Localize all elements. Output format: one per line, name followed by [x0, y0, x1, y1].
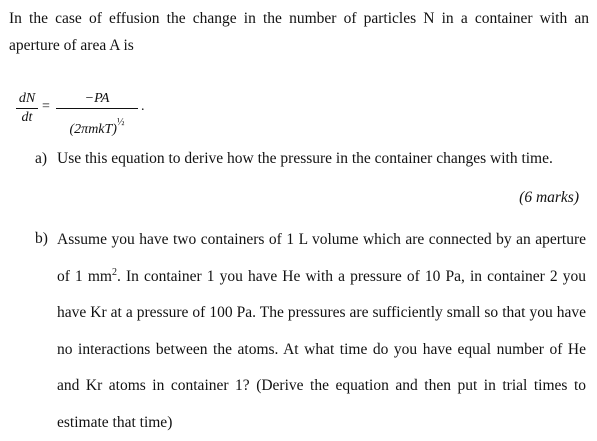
rhs-denominator-base: (2πmkT): [69, 122, 117, 137]
effusion-equation: [12, 86, 172, 146]
question-b-text: [57, 222, 586, 441]
intro-line-1: In the case of effusion the change in the number of particles N in a container with an: [9, 10, 589, 27]
question-b-label: b): [35, 230, 48, 247]
equals-sign: =: [42, 99, 50, 114]
question-b-text-part2: . In container 1 you have He with a pressure of 10 Pa, in container 2 you have Kr at a pressure of 100 Pa. The pressures are sufficiently small so that you have no interactions between the atoms. At what time do you have equal number of He and Kr atoms in container 1? (Derive the equation and then put in trial times to estimate that time): [57, 267, 586, 431]
rhs-fraction: [56, 90, 138, 141]
rhs-denominator: [56, 109, 138, 141]
question-a-marks: (6 marks): [519, 189, 579, 206]
rhs-exponent: ½: [116, 117, 125, 128]
question-a-label: a): [35, 150, 48, 167]
intro-paragraph: [9, 5, 589, 59]
intro-line-2: aperture of area A is: [9, 37, 134, 54]
equation-terminator: .: [141, 99, 145, 114]
rhs-numerator: −PA: [56, 90, 138, 109]
lhs-fraction: [16, 90, 38, 127]
question-b-superscript: 2: [111, 266, 117, 278]
question-b-text-part1: Assume you have two containers of 1 L volume which are connected by an aperture of 1 mm: [57, 231, 586, 285]
lhs-denominator: dt: [21, 110, 33, 125]
question-a-text: Use this equation to derive how the pressure in the container changes with time.: [57, 150, 553, 167]
lhs-numerator: dN: [16, 90, 38, 109]
